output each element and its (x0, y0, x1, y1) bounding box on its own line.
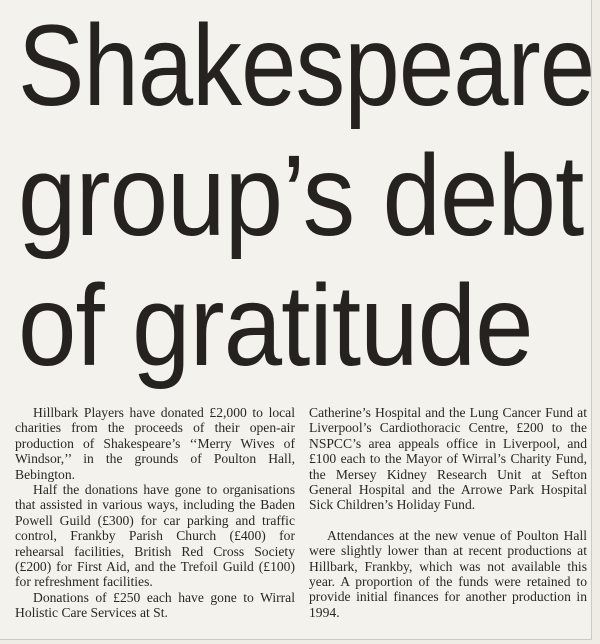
paragraph: Donations of £250 each have gone to Wirral Holistic Care Services at St. (15, 589, 295, 621)
paragraph: Half the donations have gone to organisations that assisted in various ways, including the Baden Powell Guild (£300) for car parking and traffic control, Frankby Parish Church (£400) for rehearsal facilities, British Red Cross Society (£200) for First Aid, and the Trefoil Guild (£100) for refreshment facilities. (15, 482, 295, 590)
paragraph: Attendances at the new venue of Poulton Hall were slightly lower than at recent productions at Hillbark, Frankby, which was not available this year. A proportion of the funds were retained to provide initial finances for another production in 1994. (309, 527, 587, 620)
article-column-right (309, 405, 587, 620)
headline-line-2: group’s debt (18, 130, 584, 260)
paragraph-continued: Catherine’s Hospital and the Lung Cancer Fund at Liverpool’s Cardiothoracic Centre, £200 to the NSPCC’s area appeals office in Liverpool, and £100 each to the Mayor of Wirral’s Charity Fund, the Mersey Kidney Research Unit at Sefton General Hospital and the Arrowe Park Hospital Sick Children’s Holiday Fund. (309, 405, 587, 513)
paragraph: Hillbark Players have donated £2,000 to local charities from the proceeds of their open-air production of Shakespeare’s ‘‘Merry Wives of Windsor,’’ in the grounds of Poulton Hall, Bebington. (15, 405, 295, 482)
headline-line-3: of gratitude (18, 260, 533, 390)
headline-line-1: Shakespeare (18, 0, 595, 130)
article-column-left (15, 405, 295, 621)
